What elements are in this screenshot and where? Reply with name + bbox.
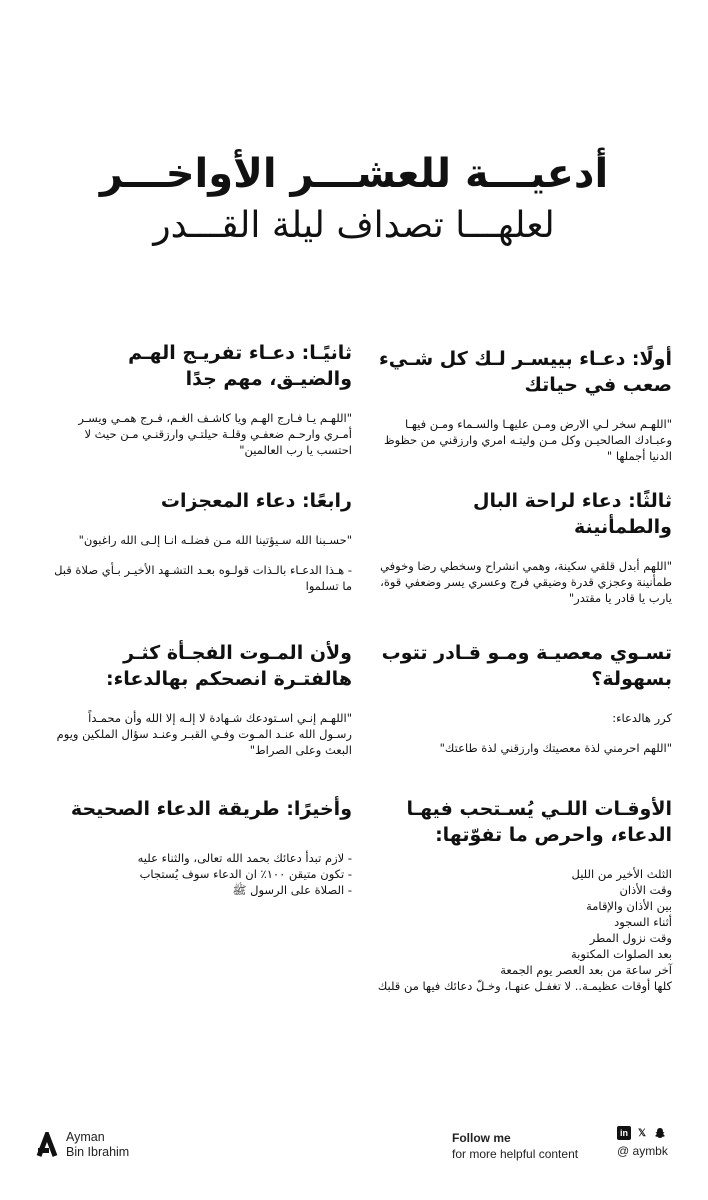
x-icon[interactable]: 𝕏 [637, 1127, 647, 1139]
follow-block [452, 1130, 578, 1162]
follow-sub: for more helpful content [452, 1147, 579, 1161]
logo-icon [36, 1132, 58, 1158]
section-text: "حسـبنا الله سـيؤتينا الله مـن فضلـه انـا إلـى الله راغبون" [78, 533, 352, 547]
section-heading: ثانيًـا: دعـاء تفريـج الهـم والضيـق، مهم جدًا [128, 342, 352, 390]
section-heading: الأوقـات اللـي يُسـتحب فيهـا الدعاء، واحرص ما تفوّتها: [406, 798, 672, 846]
section-text: "اللهم احرمني لذة معصيتك وارزقني لذة طاعتك" [439, 741, 672, 755]
section-heading: تسـوي معصيـة ومـو قـادر تتوب بسهولة؟ [381, 642, 672, 690]
section-repentance-dua [372, 640, 672, 770]
section-easy-dua [372, 346, 672, 478]
section-text: "اللهـم يـا فـارج الهـم ويا كاشـف الغـم، فـرج همـي ويسـر أمـري وارحـم ضعفـي وقلـة حيلتـي وارزقنـي مـن حيث لا احتسب يا رب العالمين" [78, 411, 352, 457]
section-method [52, 796, 352, 912]
section-text: "اللهـم سخر لـي الارض ومـن عليهـا والسـماء ومـن فيهـا وعبـادك الصالحيـن وكل مـن وليتـه امري وارزقني من حظوظ الدنيا أجملها " [384, 417, 672, 463]
section-heading: ثالثًا: دعاء لراحة البال والطمأنينة [472, 490, 672, 538]
section-heading: رابعًا: دعاء المعجزات [160, 490, 352, 512]
section-heading: ولأن المـوت الفجـأة كثـر هالفتـرة انصحكم بهالدعاء: [106, 642, 352, 690]
author-block [36, 1130, 129, 1160]
follow-label: Follow me [452, 1131, 511, 1145]
author-first-name: Ayman [66, 1130, 105, 1144]
method-list: - لازم تبدأ دعائك بحمد الله تعالى، والثناء عليه - تكون متيقن ١٠٠٪ ان الدعاء سوف يُستجاب - الصلاة على الرسول ﷺ [137, 851, 352, 897]
section-relief-dua [52, 340, 352, 472]
section-intro: كرر هالدعاء: [612, 711, 672, 725]
social-handle[interactable]: @ aymbk [617, 1144, 668, 1158]
section-death-dua [52, 640, 352, 772]
section-text: "اللهـم إنـي اسـتودعك شـهادة لا إلـه إلا الله وأن محمـداً رسـول الله عنـد المـوت وفـي القبـر وعنـد سؤال الملكين ويوم البعث وعلى الصراط" [56, 711, 352, 757]
snapchat-icon[interactable] [653, 1126, 667, 1140]
section-times [372, 796, 672, 1008]
section-heading: وأخيرًا: طريقة الدعاء الصحيحة [70, 798, 352, 820]
linkedin-icon[interactable]: in [617, 1126, 631, 1140]
section-miracles-dua [52, 488, 352, 608]
times-list: الثلث الأخير من الليل وقت الأذان بين الأذان والإقامة أثناء السجود وقت نزول المطر بعد الصلوات المكتوبة آخر ساعة من بعد العصر يوم الجمعة كلها أوقات عظيمـة.. لا تغفـل عنهـا، وخـلّ دعائك فيها من قلبك [377, 867, 672, 993]
section-heading: أولًا: دعـاء بييسـر لـك كل شـيء صعب في حياتك [379, 348, 672, 396]
section-peace-dua [372, 488, 672, 620]
section-text: "اللهم أبدل قلقي سكينة، وهمي انشراح وسخطي رضا وخوفي طمأنينة وعجزي قدرة وضيقي فرج وعسري يسر وضعفي قوة، يارب يا قادر يا مقتدر" [380, 559, 672, 605]
section-note: - هـذا الدعـاء بالـذات قولـوه بعـد التشـهد الأخيـر بـأي صلاة قبل ما تسلموا [54, 563, 352, 593]
page-subtitle: لعلهـــا تصداف ليلة القـــدر [153, 205, 555, 246]
author-last-name: Bin Ibrahim [66, 1145, 130, 1159]
social-block [617, 1126, 668, 1158]
page-title: أدعيـــة للعشـــر الأواخـــر [99, 151, 609, 197]
